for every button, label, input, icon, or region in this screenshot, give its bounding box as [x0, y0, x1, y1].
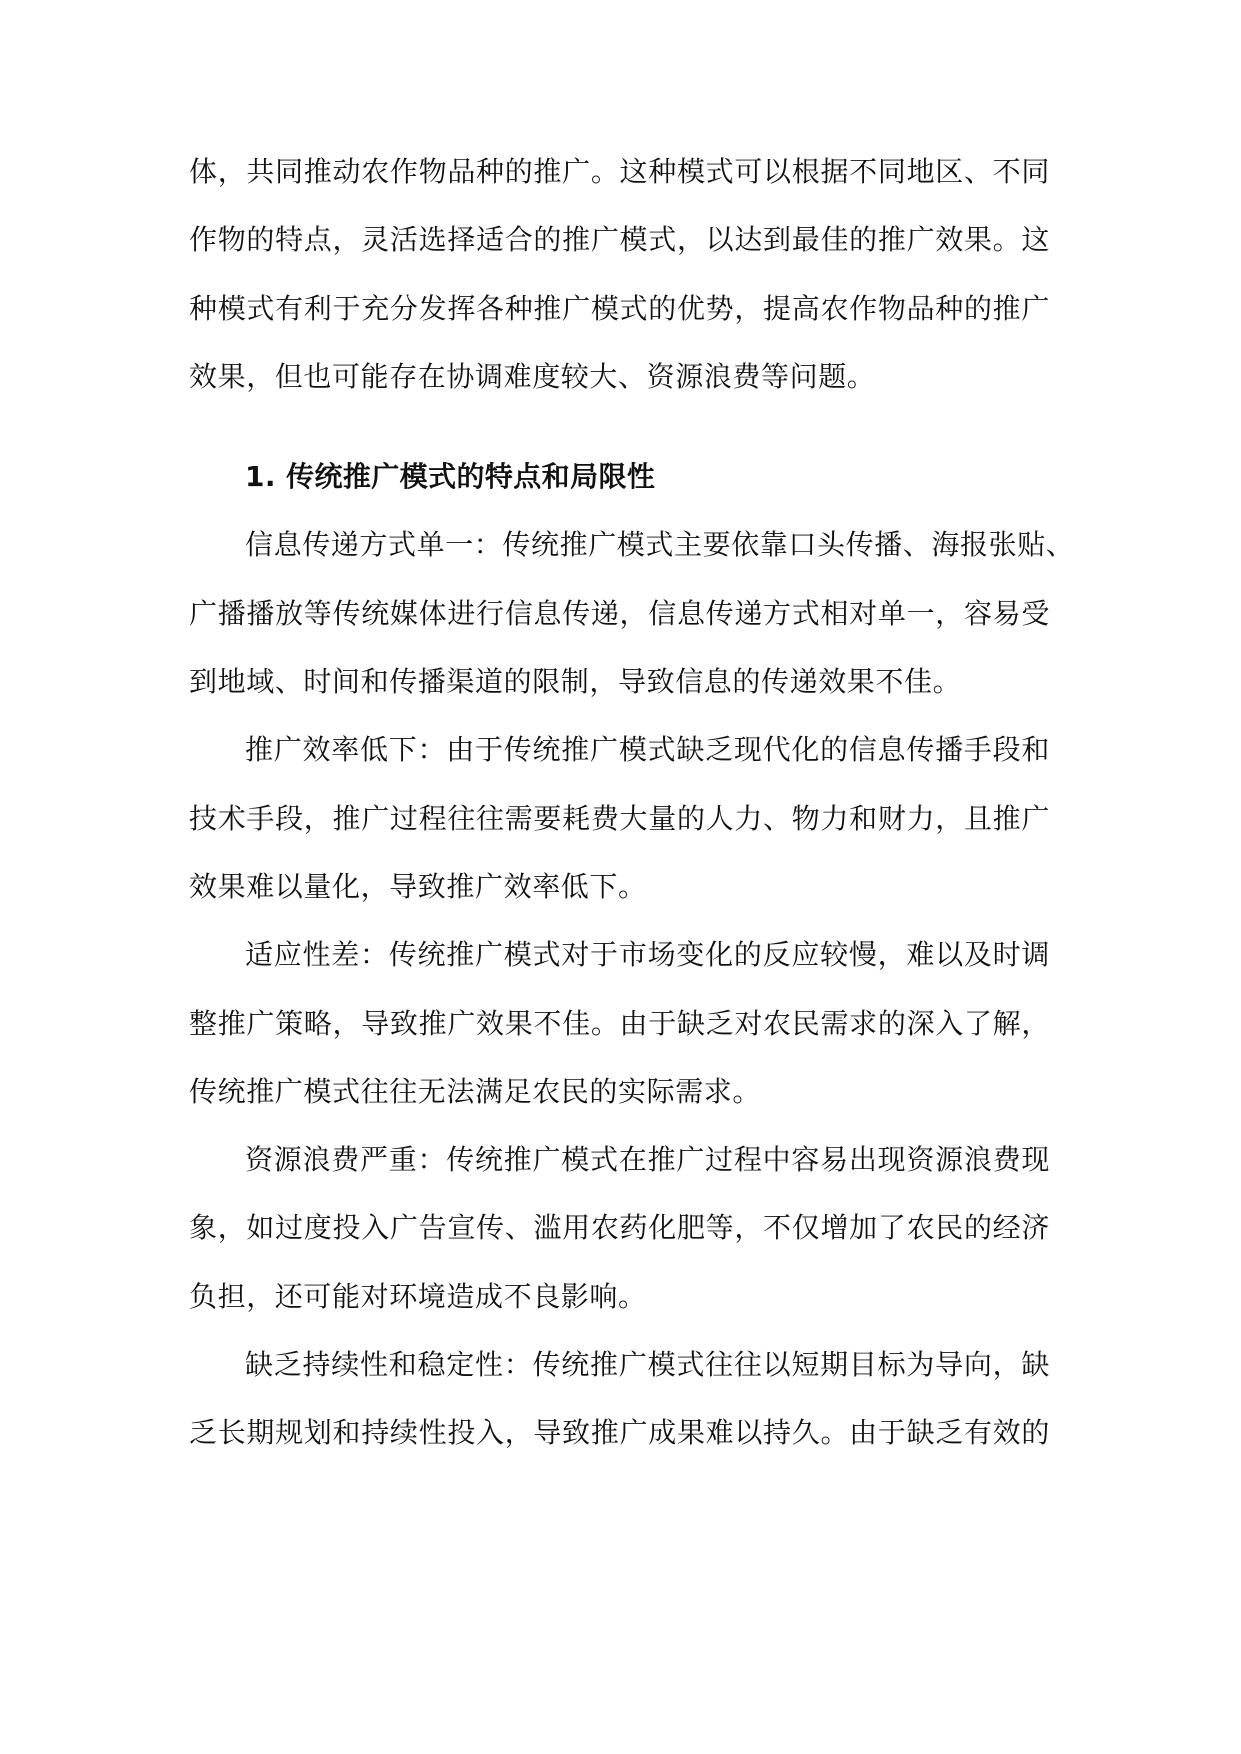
- document-body: [189, 138, 1075, 1468]
- paragraph-low-efficiency: [189, 716, 1050, 921]
- text-line: 象，如过度投入广告宣传、滥用农药化肥等，不仅增加了农民的经济: [189, 1211, 1050, 1245]
- paragraph-resource-waste: [189, 1126, 1050, 1331]
- text-line: 作物的特点，灵活选择适合的推广模式，以达到最佳的推广效果。这: [189, 223, 1050, 257]
- text-line: 信息传递方式单一：传统推广模式主要依靠口头传播、海报张贴、: [245, 528, 1075, 562]
- text-line: 传统推广模式往往无法满足农民的实际需求。: [189, 1074, 762, 1108]
- section-heading: 1. 传统推广模式的特点和局限性: [245, 460, 656, 494]
- text-line: 效果难以量化，导致推广效率低下。: [189, 869, 647, 903]
- paragraph-spacer: [189, 411, 1050, 443]
- text-line: 技术手段，推广过程往往需要耗费大量的人力、物力和财力，且推广: [189, 801, 1050, 835]
- paragraph-poor-adaptability: [189, 921, 1050, 1126]
- text-line: 种模式有利于充分发挥各种推广模式的优势，提高农作物品种的推广: [189, 291, 1050, 325]
- intro-paragraph: [189, 138, 1050, 411]
- text-line: 效果，但也可能存在协调难度较大、资源浪费等问题。: [189, 359, 876, 393]
- text-line: 乏长期规划和持续性投入，导致推广成果难以持久。由于缺乏有效的: [189, 1416, 1050, 1450]
- text-line: 广播播放等传统媒体进行信息传递，信息传递方式相对单一，容易受: [189, 596, 1050, 630]
- text-line: 推广效率低下：由于传统推广模式缺乏现代化的信息传播手段和: [245, 733, 1050, 767]
- text-line: 到地域、时间和传播渠道的限制，导致信息的传递效果不佳。: [189, 665, 962, 699]
- text-line: 负担，还可能对环境造成不良影响。: [189, 1279, 647, 1313]
- text-line: 整推广策略，导致推广效果不佳。由于缺乏对农民需求的深入了解，: [189, 1006, 1050, 1040]
- text-line: 缺乏持续性和稳定性：传统推广模式往往以短期目标为导向，缺: [245, 1348, 1050, 1382]
- paragraph-information-transfer: [189, 511, 1075, 716]
- text-line: 适应性差：传统推广模式对于市场变化的反应较慢，难以及时调: [245, 938, 1050, 972]
- text-line: 资源浪费严重：传统推广模式在推广过程中容易出现资源浪费现: [245, 1143, 1050, 1177]
- paragraph-lack-of-sustainability: [189, 1331, 1050, 1468]
- text-line: 体，共同推动农作物品种的推广。这种模式可以根据不同地区、不同: [189, 155, 1050, 188]
